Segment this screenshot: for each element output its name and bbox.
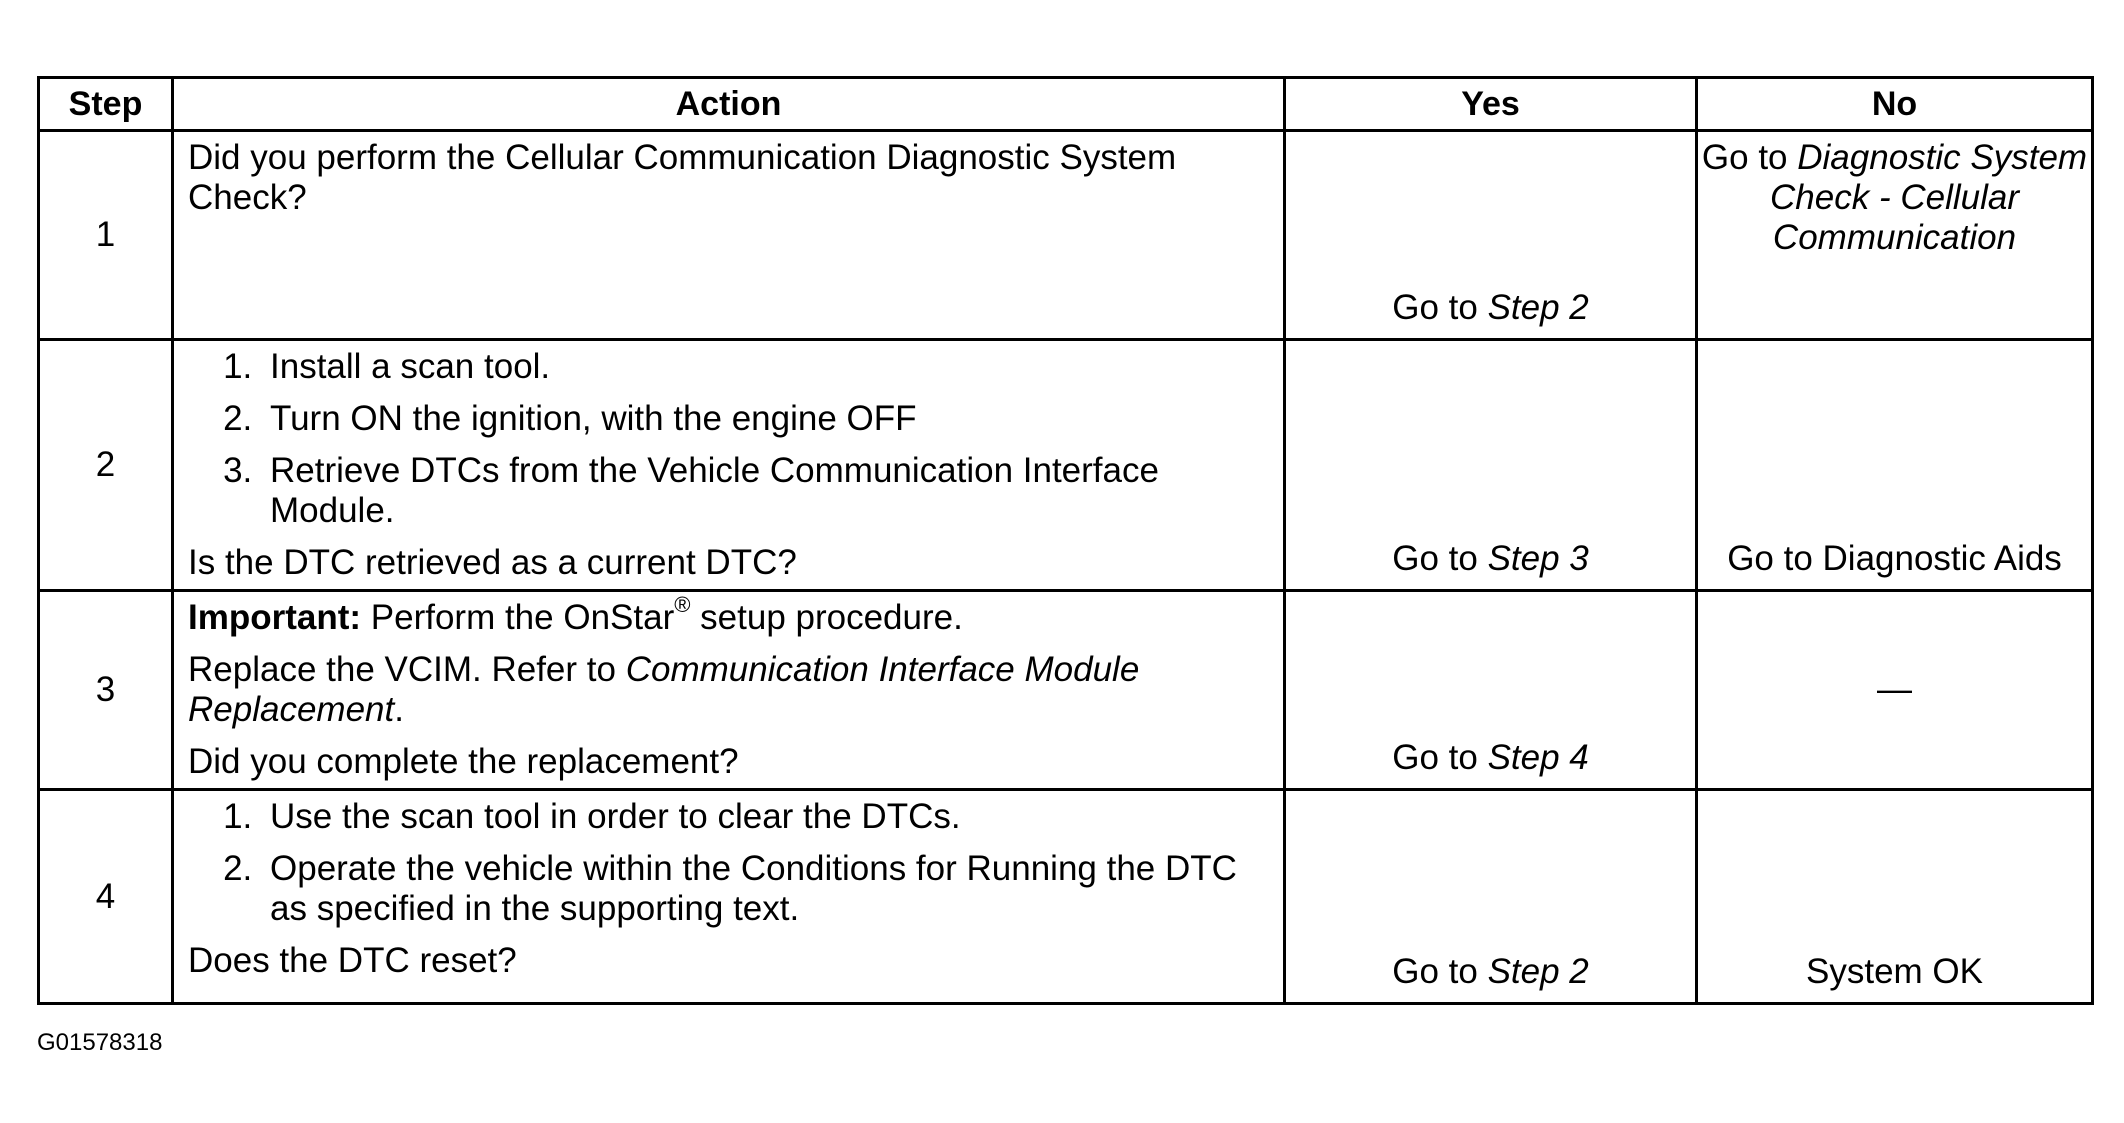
step-number: 4 [39, 790, 173, 1004]
table-row [39, 340, 2093, 591]
no-diagnostic-aids[interactable]: Go to Diagnostic Aids [1727, 539, 2062, 578]
table-row [39, 591, 2093, 790]
action-cell [173, 340, 1285, 591]
yes-prefix: Go to [1392, 539, 1488, 578]
yes-link-step-4[interactable]: Step 4 [1487, 738, 1589, 777]
header-row [39, 78, 2093, 131]
yes-link-step-2[interactable]: Step 2 [1487, 288, 1589, 327]
no-system-ok: System OK [1806, 952, 1983, 991]
important-text-end: setup procedure. [690, 598, 963, 637]
action-cell [173, 131, 1285, 340]
table-row [39, 131, 2093, 340]
no-cell [1697, 591, 2093, 790]
yes-cell [1285, 340, 1697, 591]
yes-link-step-2[interactable]: Step 2 [1487, 952, 1589, 991]
action-step-item: 2. Operate the vehicle within the Conditions for Running the DTC as specified in the supporting text. [262, 849, 1269, 929]
no-cell [1697, 340, 2093, 591]
important-text: Perform the OnStar [361, 598, 675, 637]
action-question: Is the DTC retrieved as a current DTC? [188, 543, 797, 582]
step-number: 3 [39, 591, 173, 790]
important-note [188, 592, 1269, 638]
header-step: Step [39, 78, 173, 131]
diagnostic-table [37, 76, 2094, 1005]
yes-cell [1285, 131, 1697, 340]
header-action: Action [173, 78, 1285, 131]
replace-end: . [394, 690, 404, 729]
important-label: Important: [188, 598, 362, 637]
action-step-item: 1. Install a scan tool. [262, 347, 1269, 387]
header-yes: Yes [1285, 78, 1697, 131]
step-number: 2 [39, 340, 173, 591]
action-step-item: 1. Use the scan tool in order to clear the DTCs. [262, 797, 1269, 837]
action-cell [173, 790, 1285, 1004]
action-question: Did you complete the replacement? [188, 742, 739, 781]
action-cell [173, 591, 1285, 790]
action-step-list [188, 347, 1269, 531]
replace-instruction [188, 650, 1269, 730]
step-number: 1 [39, 131, 173, 340]
action-question: Does the DTC reset? [188, 941, 517, 980]
figure-id: G01578318 [37, 1029, 163, 1056]
no-cell [1697, 131, 2093, 340]
action-question: Did you perform the Cellular Communication Diagnostic System Check? [188, 138, 1177, 217]
yes-cell [1285, 591, 1697, 790]
header-no: No [1697, 78, 2093, 131]
replacement-procedure-link[interactable]: Communication Interface Module Replacement [188, 650, 1140, 729]
no-dash: — [1877, 670, 1912, 709]
yes-cell [1285, 790, 1697, 1004]
no-link-system-check[interactable]: Diagnostic System Check - Cellular Communication [1770, 138, 2088, 257]
action-step-item: 3. Retrieve DTCs from the Vehicle Communication Interface Module. [262, 451, 1269, 531]
yes-prefix: Go to [1392, 288, 1488, 327]
table-row [39, 790, 2093, 1004]
yes-prefix: Go to [1392, 952, 1488, 991]
no-cell [1697, 790, 2093, 1004]
no-prefix: Go to [1701, 138, 1798, 177]
action-step-list [188, 797, 1269, 929]
yes-prefix: Go to [1392, 738, 1488, 777]
replace-text: Replace the VCIM. Refer to [188, 650, 626, 689]
registered-mark: ® [674, 592, 691, 618]
yes-link-step-3[interactable]: Step 3 [1487, 539, 1589, 578]
action-step-item: 2. Turn ON the ignition, with the engine OFF [262, 399, 1269, 439]
